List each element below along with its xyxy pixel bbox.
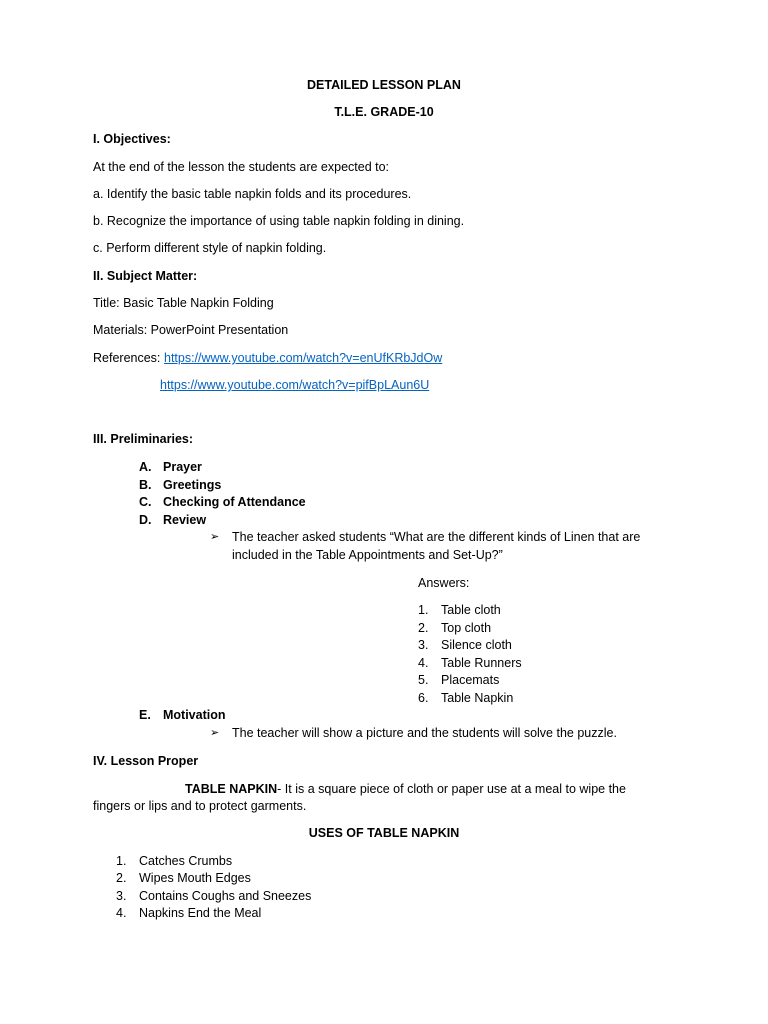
answer-item: Placemats — [441, 673, 500, 687]
definition-term: TABLE NAPKIN — [185, 782, 278, 796]
reference-link-2[interactable]: https://www.youtube.com/watch?v=pifBpLAun6U — [160, 378, 430, 392]
review-question-line: The teacher asked students “What are the different kinds of Linen that are — [232, 530, 641, 544]
list-marker: 2. — [116, 871, 127, 885]
list-marker: 2. — [418, 621, 429, 635]
list-marker: E. — [139, 708, 151, 722]
list-marker: 4. — [418, 656, 429, 670]
definition-text: - It is a square piece of cloth or paper use at a meal to wipe the — [277, 782, 626, 796]
list-marker: 4. — [116, 906, 127, 920]
list-marker: C. — [139, 495, 152, 509]
motivation-text: The teacher will show a picture and the students will solve the puzzle. — [232, 726, 617, 740]
objectives-heading: I. Objectives: — [93, 132, 171, 146]
preliminaries-heading: III. Preliminaries: — [93, 432, 194, 446]
subject-matter-heading: II. Subject Matter: — [93, 269, 198, 283]
list-marker: 3. — [116, 889, 127, 903]
preliminary-item-greetings: Greetings — [163, 478, 222, 492]
preliminary-item-prayer: Prayer — [163, 460, 202, 474]
objective-item: b. Recognize the importance of using table napkin folding in dining. — [93, 214, 465, 228]
answer-item: Table Runners — [441, 656, 522, 670]
arrow-bullet-icon: ➢ — [210, 530, 220, 543]
list-marker: 5. — [418, 673, 429, 687]
use-item: Napkins End the Meal — [139, 906, 262, 920]
preliminary-item-review: Review — [163, 513, 207, 527]
subject-title: Title: Basic Table Napkin Folding — [93, 296, 274, 310]
page-subtitle: T.L.E. GRADE-10 — [334, 105, 434, 119]
list-marker: A. — [139, 460, 152, 474]
list-marker: D. — [139, 513, 152, 527]
use-item: Wipes Mouth Edges — [139, 871, 251, 885]
uses-heading: USES OF TABLE NAPKIN — [308, 826, 460, 840]
subject-materials: Materials: PowerPoint Presentation — [93, 323, 289, 337]
list-marker: 3. — [418, 638, 429, 652]
definition-line: fingers or lips and to protect garments. — [93, 799, 307, 813]
answer-item: Silence cloth — [441, 638, 512, 652]
preliminary-item-motivation: Motivation — [163, 708, 226, 722]
review-question-line: included in the Table Appointments and Set-Up?” — [232, 548, 503, 562]
list-marker: B. — [139, 478, 152, 492]
arrow-bullet-icon: ➢ — [210, 726, 220, 739]
definition-line — [185, 781, 626, 797]
preliminary-item-attendance: Checking of Attendance — [163, 495, 306, 509]
use-item: Catches Crumbs — [139, 854, 233, 868]
answer-item: Table Napkin — [441, 691, 514, 705]
use-item: Contains Coughs and Sneezes — [139, 889, 312, 903]
answer-item: Top cloth — [441, 621, 492, 635]
answers-label: Answers: — [418, 576, 470, 590]
lesson-proper-heading: IV. Lesson Proper — [93, 754, 199, 768]
reference-link-1[interactable]: https://www.youtube.com/watch?v=enUfKRbJdOw — [164, 351, 443, 365]
list-marker: 1. — [418, 603, 429, 617]
references-label: References: — [93, 351, 161, 365]
page-title: DETAILED LESSON PLAN — [307, 78, 461, 92]
objective-item: c. Perform different style of napkin folding. — [93, 241, 327, 255]
answer-item: Table cloth — [441, 603, 501, 617]
list-marker: 1. — [116, 854, 127, 868]
list-marker: 6. — [418, 691, 429, 705]
objectives-intro: At the end of the lesson the students are expected to: — [93, 160, 390, 174]
objective-item: a. Identify the basic table napkin folds and its procedures. — [93, 187, 412, 201]
